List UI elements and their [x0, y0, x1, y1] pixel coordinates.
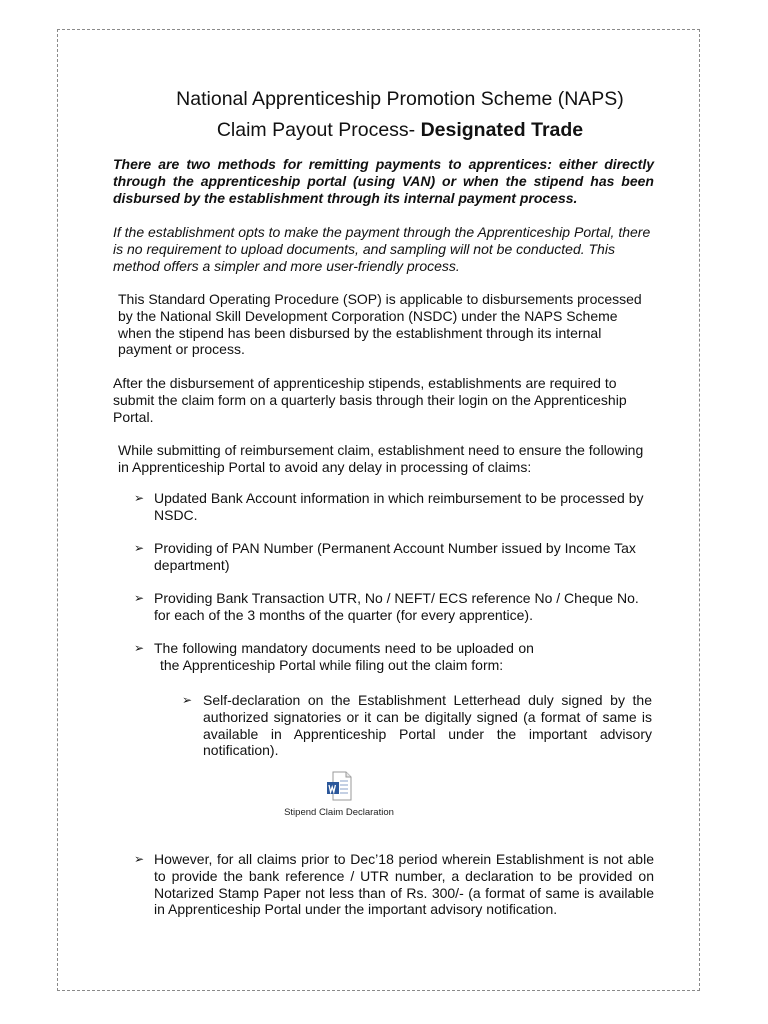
attachment-stipend-claim-declaration[interactable]	[279, 771, 399, 818]
document-title: National Apprenticeship Promotion Scheme (NAPS)	[176, 88, 624, 110]
list-item-text: Self-declaration on the Establishment Letterhead duly signed by the authorized signatories or it can be digitally signed (a format of same is available in Apprenticeship Portal under the important advisory notification).	[203, 692, 652, 759]
attachment-label: Stipend Claim Declaration	[284, 807, 394, 818]
arrow-bullet-icon: ➢	[134, 852, 145, 866]
after-disbursement-paragraph: After the disbursement of apprenticeship stipends, establishments are required to submit the claim form on a quarterly basis through their login on the Apprenticeship Portal.	[113, 375, 627, 425]
subtitle-emphasis: Designated Trade	[420, 119, 584, 141]
word-document-icon	[326, 771, 352, 801]
arrow-bullet-icon: ➢	[134, 541, 145, 555]
arrow-bullet-icon: ➢	[134, 641, 145, 655]
portal-note-paragraph: If the establishment opts to make the payment through the Apprenticeship Portal, there is no requirement to upload documents, and sampling will not be conducted. This method offers a simpler and more user-friendly process.	[113, 224, 651, 274]
arrow-bullet-icon: ➢	[134, 591, 145, 605]
list-item-text: Providing Bank Transaction UTR, No / NEFT/ ECS reference No / Cheque No. for each of the 3 months of the quarter (for every apprentice).	[154, 590, 639, 623]
list-item-text: The following mandatory documents need to be uploaded on	[154, 640, 534, 656]
list-item-text: Updated Bank Account information in which reimbursement to be processed by NSDC.	[154, 490, 644, 523]
arrow-bullet-icon: ➢	[134, 491, 145, 505]
list-item-text: Providing of PAN Number (Permanent Account Number issued by Income Tax department)	[154, 540, 636, 573]
list-item-text: However, for all claims prior to Dec’18 period wherein Establishment is not able to provide the bank reference / UTR number, a declaration to be provided on Notarized Stamp Paper not less than of Rs. 300/- (a format of same is available in Apprenticeship Portal under the important advisory notification.	[154, 851, 654, 918]
subtitle-prefix: Claim Payout Process-	[216, 119, 421, 141]
list-item-text-continued: the Apprenticeship Portal while filing out the claim form:	[160, 657, 504, 673]
while-submitting-paragraph: While submitting of reimbursement claim, establishment need to ensure the following in Apprenticeship Portal to avoid any delay in processing of claims:	[118, 442, 644, 475]
sop-paragraph: This Standard Operating Procedure (SOP) is applicable to disbursements processed by the National Skill Development Corporation (NSDC) under the NAPS Scheme when the stipend has been disbursed by the establishment through its internal payment or process.	[118, 291, 642, 358]
arrow-bullet-icon: ➢	[182, 693, 193, 707]
document-subtitle	[0, 119, 768, 142]
intro-paragraph: There are two methods for remitting payments to apprentices: either directly through the apprenticeship portal (using VAN) or when the stipend has been disbursed by the establishment through its internal payment process.	[113, 156, 654, 206]
